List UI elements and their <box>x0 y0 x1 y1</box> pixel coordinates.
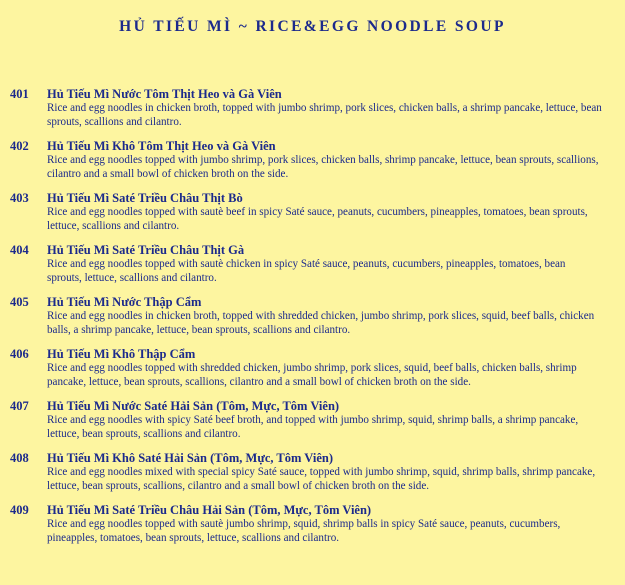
item-name: Hủ Tiếu Mì Khô Tôm Thịt Heo và Gà Viên <box>47 139 276 153</box>
item-description: Rice and egg noodles in chicken broth, topped with shredded chicken, jumbo shrimp, pork slices, squid, beef balls, chicken balls, a shrimp pancake, lettuce, bean sprouts, scallions and cilantro. <box>47 310 595 336</box>
item-body <box>47 399 602 441</box>
item-name: Hủ Tiếu Mì Nước Thập Cẩm <box>47 295 202 309</box>
menu-item <box>10 191 620 243</box>
menu-item <box>10 139 620 191</box>
item-description: Rice and egg noodles topped with sautè jumbo shrimp, squid, shrimp balls in spicy Saté sauce, peanuts, cucumbers, pineapples, tomatoes, bean sprouts, lettuce, scallions and cilantro. <box>47 518 561 544</box>
item-body <box>47 87 602 129</box>
menu-item <box>10 503 620 555</box>
item-body <box>47 243 602 285</box>
item-number: 403 <box>10 191 29 205</box>
item-number: 407 <box>10 399 29 413</box>
item-body <box>47 139 602 181</box>
item-name: Hủ Tiếu Mì Khô Thập Cẩm <box>47 347 196 361</box>
item-description: Rice and egg noodles topped with sautè beef in spicy Saté sauce, peanuts, cucumbers, pineapples, tomatoes, bean sprouts, lettuce, scallions and cilantro. <box>47 206 588 232</box>
item-body <box>47 191 602 233</box>
item-body <box>47 503 602 545</box>
item-name: Hủ Tiếu Mì Khô Saté Hải Sản (Tôm, Mực, Tôm Viên) <box>47 451 333 465</box>
item-name: Hủ Tiếu Mì Nước Tôm Thịt Heo và Gà Viên <box>47 87 282 101</box>
item-number: 406 <box>10 347 29 361</box>
item-number: 404 <box>10 243 29 257</box>
page-title: HỦ TIẾU MÌ ~ RICE&EGG NOODLE SOUP <box>119 18 506 35</box>
item-name: Hủ Tiếu Mì Nước Saté Hải Sản (Tôm, Mực, Tôm Viên) <box>47 399 340 413</box>
item-description: Rice and egg noodles topped with shredded chicken, jumbo shrimp, pork slices, squid, beef balls, chicken balls, shrimp pancake, lettuce, bean sprouts, scallions, cilantro and a small bowl of chicken broth on the side. <box>47 362 577 388</box>
item-name: Hủ Tiếu Mì Saté Triều Châu Thịt Gà <box>47 243 245 257</box>
menu-item <box>10 87 620 139</box>
item-number: 405 <box>10 295 29 309</box>
item-number: 408 <box>10 451 29 465</box>
item-body <box>47 451 602 493</box>
menu-item <box>10 295 620 347</box>
item-description: Rice and egg noodles topped with jumbo shrimp, pork slices, chicken balls, shrimp pancake, lettuce, bean sprouts, scallions, cilantro and a small bowl of chicken broth on the side. <box>47 154 599 180</box>
item-number: 401 <box>10 87 29 101</box>
item-name: Hủ Tiếu Mì Saté Triều Châu Thịt Bò <box>47 191 243 205</box>
menu-item <box>10 347 620 399</box>
menu-list <box>10 87 620 555</box>
menu-item <box>10 399 620 451</box>
item-number: 409 <box>10 503 29 517</box>
item-description: Rice and egg noodles mixed with special spicy Saté sauce, topped with jumbo shrimp, squid, shrimp balls, shrimp pancake, lettuce, bean sprouts, scallions, cilantro and a small bowl of chicken broth on the side. <box>47 466 596 492</box>
item-body <box>47 295 602 337</box>
menu-item <box>10 451 620 503</box>
item-description: Rice and egg noodles in chicken broth, topped with jumbo shrimp, pork slices, chicken balls, a shrimp pancake, lettuce, bean sprouts, scallions and cilantro. <box>47 102 602 128</box>
item-description: Rice and egg noodles with spicy Saté beef broth, and topped with jumbo shrimp, squid, shrimp balls, a shrimp pancake, lettuce, bean sprouts, scallions and cilantro. <box>47 414 579 440</box>
item-description: Rice and egg noodles topped with sautè chicken in spicy Saté sauce, peanuts, cucumbers, pineapples, tomatoes, bean sprouts, lettuce, scallions and cilantro. <box>47 258 566 284</box>
item-number: 402 <box>10 139 29 153</box>
menu-item <box>10 243 620 295</box>
item-name: Hủ Tiếu Mì Saté Triều Châu Hải Sản (Tôm, Mực, Tôm Viên) <box>47 503 372 517</box>
item-body <box>47 347 602 389</box>
